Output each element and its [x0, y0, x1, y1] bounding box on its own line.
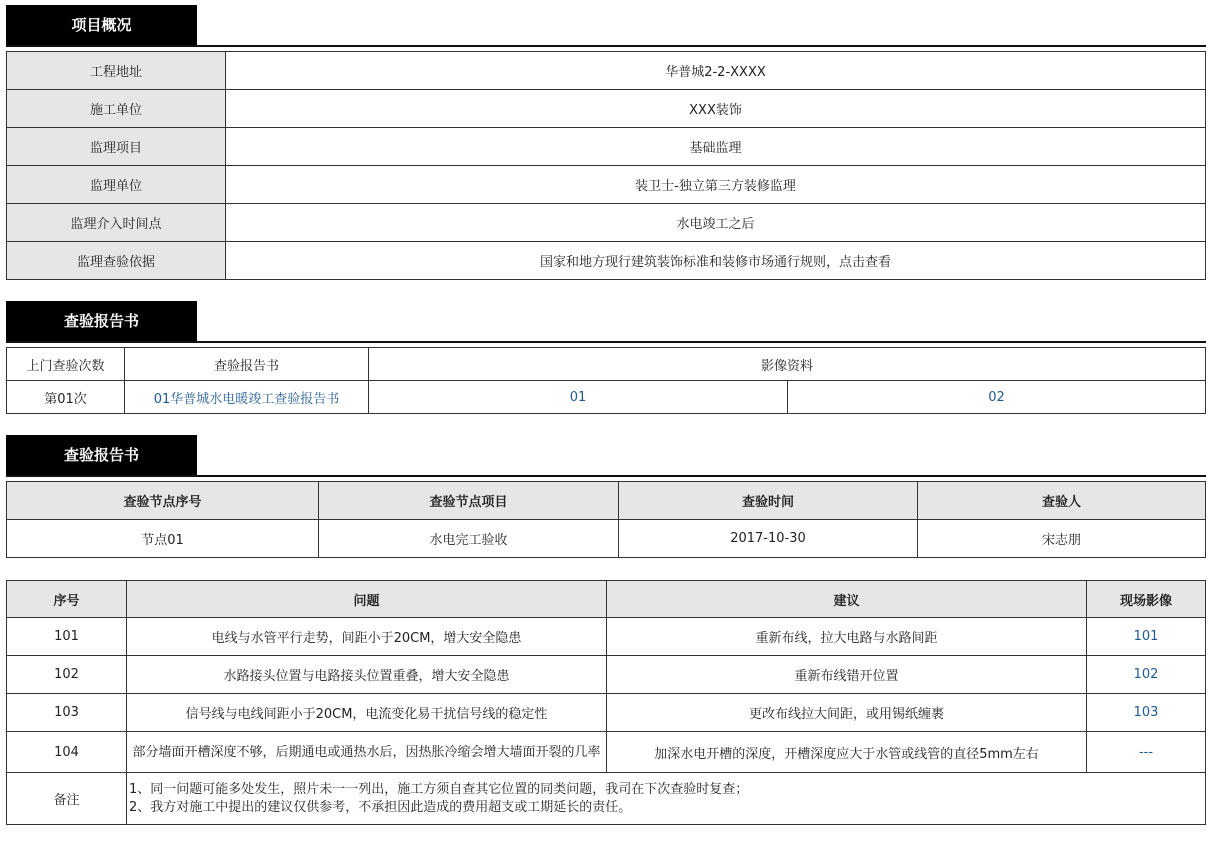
inspection-table — [6, 481, 1206, 558]
remark-line-2: 2、我方对施工中提出的建议仅供参考，不承担因此造成的费用超支或工期延长的责任。 — [129, 799, 632, 815]
advice-header: 建议 — [607, 581, 1087, 618]
overview-title: 项目概况 — [6, 5, 197, 45]
project-value: 基础监理 — [226, 128, 1206, 166]
table-row — [7, 90, 1206, 128]
remark-line-1: 1、同一问题可能多处发生，照片未一一列出，施工方须自查其它位置的同类问题，我司在下次查验时复查； — [129, 781, 749, 797]
table-row — [7, 773, 1206, 825]
issue-photo-link[interactable]: --- — [1087, 732, 1206, 773]
overview-table — [6, 51, 1206, 280]
visits-header: 上门查验次数 — [7, 348, 125, 381]
node-item: 水电完工验收 — [319, 520, 619, 558]
node-item-header: 查验节点项目 — [319, 482, 619, 520]
table-row — [7, 52, 1206, 90]
issue-problem: 水路接头位置与电路接头位置重叠，增大安全隐患 — [127, 656, 607, 694]
table-row — [7, 656, 1206, 694]
issue-problem: 部分墙面开槽深度不够，后期通电或通热水后，因热胀冷缩会增大墙面开裂的几率 — [127, 732, 607, 773]
issue-no: 102 — [7, 656, 127, 694]
timepoint-label: 监理介入时间点 — [7, 204, 226, 242]
inspect-time: 2017-10-30 — [619, 520, 918, 558]
issue-no: 103 — [7, 694, 127, 732]
photo-header: 现场影像 — [1087, 581, 1206, 618]
inspector-header: 查验人 — [918, 482, 1206, 520]
media-header: 影像资料 — [369, 348, 1206, 381]
issue-photo-link[interactable]: 101 — [1087, 618, 1206, 656]
inspection-header — [6, 435, 1206, 477]
issue-advice: 重新布线错开位置 — [607, 656, 1087, 694]
table-row — [7, 381, 1206, 414]
basis-label: 监理查验依据 — [7, 242, 226, 280]
report-link[interactable]: 01华普城水电暖竣工查验报告书 — [125, 381, 369, 414]
table-row — [7, 520, 1206, 558]
project-label: 监理项目 — [7, 128, 226, 166]
reports-table — [6, 347, 1206, 414]
report-header: 查验报告书 — [125, 348, 369, 381]
problem-header: 问题 — [127, 581, 607, 618]
issue-advice: 重新布线，拉大电路与水路间距 — [607, 618, 1087, 656]
media-link-02[interactable]: 02 — [788, 381, 1206, 414]
issue-no: 104 — [7, 732, 127, 773]
inspect-time-header: 查验时间 — [619, 482, 918, 520]
basis-value-link[interactable]: 国家和地方现行建筑装饰标准和装修市场通行规则，点击查看 — [226, 242, 1206, 280]
timepoint-value: 水电竣工之后 — [226, 204, 1206, 242]
table-row — [7, 732, 1206, 773]
table-row — [7, 166, 1206, 204]
table-row — [7, 204, 1206, 242]
reports-header — [6, 301, 1206, 343]
inspector: 宋志朋 — [918, 520, 1206, 558]
remark-label: 备注 — [7, 773, 127, 825]
issue-problem: 信号线与电线间距小于20CM，电流变化易干扰信号线的稳定性 — [127, 694, 607, 732]
issues-table — [6, 580, 1206, 825]
address-label: 工程地址 — [7, 52, 226, 90]
remark-content — [127, 773, 1206, 825]
table-row — [7, 242, 1206, 280]
inspection-title: 查验报告书 — [6, 435, 197, 475]
table-row — [7, 694, 1206, 732]
node-no: 节点01 — [7, 520, 319, 558]
issue-problem: 电线与水管平行走势，间距小于20CM，增大安全隐患 — [127, 618, 607, 656]
table-row — [7, 618, 1206, 656]
table-row — [7, 581, 1206, 618]
supervisor-label: 监理单位 — [7, 166, 226, 204]
address-value: 华普城2-2-XXXX — [226, 52, 1206, 90]
table-row — [7, 482, 1206, 520]
reports-title: 查验报告书 — [6, 301, 197, 341]
no-header: 序号 — [7, 581, 127, 618]
overview-header — [6, 5, 1206, 47]
table-row — [7, 348, 1206, 381]
table-row — [7, 128, 1206, 166]
issue-no: 101 — [7, 618, 127, 656]
visit-count: 第01次 — [7, 381, 125, 414]
issue-advice: 加深水电开槽的深度，开槽深度应大于水管或线管的直径5mm左右 — [607, 732, 1087, 773]
contractor-value: XXX装饰 — [226, 90, 1206, 128]
media-link-01[interactable]: 01 — [369, 381, 788, 414]
supervisor-value: 装卫士-独立第三方装修监理 — [226, 166, 1206, 204]
issue-advice: 更改布线拉大间距，或用锡纸缠裹 — [607, 694, 1087, 732]
node-no-header: 查验节点序号 — [7, 482, 319, 520]
issue-photo-link[interactable]: 103 — [1087, 694, 1206, 732]
issue-photo-link[interactable]: 102 — [1087, 656, 1206, 694]
contractor-label: 施工单位 — [7, 90, 226, 128]
